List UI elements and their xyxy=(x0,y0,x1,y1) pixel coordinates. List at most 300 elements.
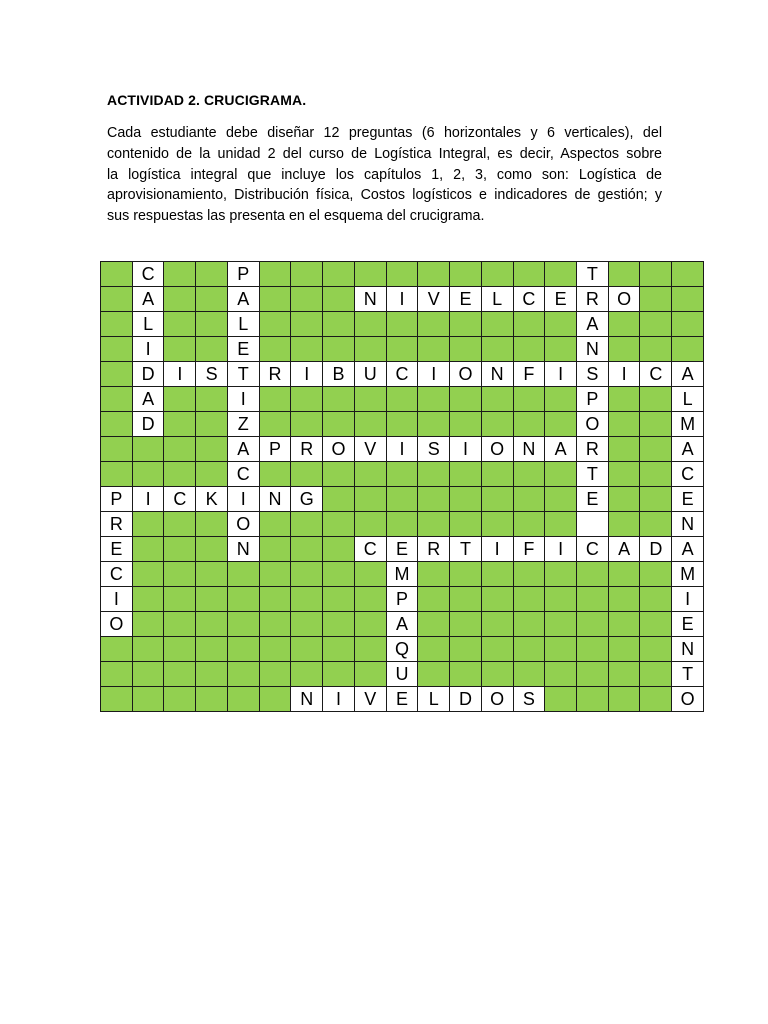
crossword-cell xyxy=(354,587,386,612)
crossword-cell: I xyxy=(608,362,640,387)
crossword-cell xyxy=(164,312,196,337)
crossword-cell xyxy=(608,562,640,587)
crossword-cell xyxy=(323,562,355,587)
crossword-row xyxy=(101,637,704,662)
crossword-cell xyxy=(354,262,386,287)
crossword-cell xyxy=(640,462,672,487)
crossword-cell xyxy=(640,662,672,687)
crossword-cell: C xyxy=(101,562,133,587)
crossword-cell xyxy=(545,562,577,587)
crossword-cell xyxy=(196,387,228,412)
crossword-cell xyxy=(481,262,513,287)
crossword-cell: C xyxy=(354,537,386,562)
crossword-cell xyxy=(101,287,133,312)
crossword-cell xyxy=(481,562,513,587)
crossword-cell xyxy=(291,412,323,437)
crossword-cell: I xyxy=(132,337,164,362)
intro-line: aprovisionamiento, Distribución física, Costos logísticos e indicadores de gestión; y xyxy=(107,187,662,204)
crossword-cell: A xyxy=(227,287,259,312)
crossword-cell xyxy=(323,512,355,537)
crossword-cell xyxy=(227,587,259,612)
crossword-cell xyxy=(640,512,672,537)
crossword-cell xyxy=(259,687,291,712)
crossword-cell xyxy=(196,462,228,487)
crossword-cell xyxy=(291,562,323,587)
crossword-cell: E xyxy=(450,287,482,312)
crossword-cell xyxy=(354,387,386,412)
crossword-cell: L xyxy=(481,287,513,312)
crossword-cell xyxy=(164,262,196,287)
crossword-cell xyxy=(450,487,482,512)
crossword-row xyxy=(101,612,704,637)
crossword-cell: N xyxy=(577,337,609,362)
crossword-cell xyxy=(259,512,291,537)
crossword-cell xyxy=(196,687,228,712)
crossword-cell xyxy=(132,437,164,462)
crossword-cell xyxy=(164,337,196,362)
crossword-row xyxy=(101,537,704,562)
crossword-cell: I xyxy=(291,362,323,387)
crossword-cell xyxy=(132,662,164,687)
crossword-cell xyxy=(259,612,291,637)
crossword-cell xyxy=(227,637,259,662)
crossword-cell xyxy=(513,462,545,487)
crossword-cell xyxy=(164,387,196,412)
crossword-cell: L xyxy=(132,312,164,337)
crossword-cell: N xyxy=(481,362,513,387)
crossword-cell: K xyxy=(196,487,228,512)
crossword-cell xyxy=(196,512,228,537)
crossword-cell: I xyxy=(545,537,577,562)
crossword-cell xyxy=(545,687,577,712)
crossword-cell xyxy=(291,662,323,687)
crossword-cell xyxy=(227,612,259,637)
crossword-cell: C xyxy=(386,362,418,387)
crossword-cell: I xyxy=(323,687,355,712)
crossword-row xyxy=(101,312,704,337)
crossword-cell xyxy=(291,312,323,337)
crossword-cell xyxy=(545,387,577,412)
crossword-cell xyxy=(672,337,704,362)
crossword-cell: F xyxy=(513,537,545,562)
crossword-cell xyxy=(259,387,291,412)
crossword-cell: C xyxy=(577,537,609,562)
crossword-cell: T xyxy=(227,362,259,387)
crossword-cell xyxy=(101,437,133,462)
crossword-cell: O xyxy=(577,412,609,437)
crossword-cell xyxy=(418,412,450,437)
crossword-cell: D xyxy=(640,537,672,562)
crossword-cell: N xyxy=(672,512,704,537)
crossword-cell xyxy=(196,262,228,287)
crossword-cell xyxy=(481,337,513,362)
crossword-cell xyxy=(608,637,640,662)
crossword-cell xyxy=(513,662,545,687)
crossword-cell xyxy=(450,637,482,662)
crossword-cell: E xyxy=(545,287,577,312)
crossword-cell xyxy=(481,612,513,637)
crossword-row xyxy=(101,412,704,437)
crossword-cell: R xyxy=(577,437,609,462)
crossword-cell: I xyxy=(672,587,704,612)
crossword-cell xyxy=(132,512,164,537)
crossword-cell: V xyxy=(354,437,386,462)
crossword-cell xyxy=(291,537,323,562)
crossword-cell xyxy=(164,612,196,637)
crossword-cell: O xyxy=(450,362,482,387)
crossword-cell xyxy=(196,662,228,687)
crossword-cell xyxy=(608,412,640,437)
crossword-cell xyxy=(354,512,386,537)
crossword-cell: O xyxy=(481,437,513,462)
crossword-cell: E xyxy=(386,687,418,712)
crossword-cell xyxy=(323,262,355,287)
crossword-cell xyxy=(481,512,513,537)
crossword-cell: C xyxy=(227,462,259,487)
crossword-cell xyxy=(450,562,482,587)
crossword-cell xyxy=(101,637,133,662)
crossword-cell: I xyxy=(418,362,450,387)
crossword-cell xyxy=(450,387,482,412)
crossword-row xyxy=(101,687,704,712)
crossword-cell xyxy=(481,412,513,437)
crossword-cell: C xyxy=(513,287,545,312)
crossword-cell: A xyxy=(386,612,418,637)
crossword-cell xyxy=(672,262,704,287)
intro-line: Cada estudiante debe diseñar 12 preguntas (6 horizontales y 6 verticales), del xyxy=(107,125,662,141)
crossword-row xyxy=(101,262,704,287)
crossword-cell xyxy=(577,637,609,662)
intro-line: contenido de la unidad 2 del curso de Logística Integral, es decir, Aspectos sobre xyxy=(107,145,662,162)
crossword-cell xyxy=(132,637,164,662)
intro-paragraph xyxy=(107,123,662,227)
crossword-cell: C xyxy=(672,462,704,487)
crossword-cell xyxy=(164,462,196,487)
crossword-cell: D xyxy=(132,412,164,437)
crossword-cell: O xyxy=(481,687,513,712)
crossword-cell xyxy=(259,412,291,437)
crossword-cell xyxy=(545,637,577,662)
crossword-cell: A xyxy=(672,537,704,562)
crossword-row xyxy=(101,287,704,312)
crossword-cell xyxy=(513,562,545,587)
crossword-cell: I xyxy=(450,437,482,462)
crossword-cell xyxy=(196,562,228,587)
crossword-cell: A xyxy=(132,387,164,412)
crossword-cell: I xyxy=(386,287,418,312)
crossword-cell: S xyxy=(418,437,450,462)
page-title: ACTIVIDAD 2. CRUCIGRAMA. xyxy=(107,92,307,108)
crossword-cell xyxy=(196,437,228,462)
crossword-cell xyxy=(418,337,450,362)
crossword-cell xyxy=(196,587,228,612)
crossword-cell xyxy=(640,562,672,587)
crossword-cell xyxy=(481,487,513,512)
crossword-cell xyxy=(291,637,323,662)
crossword-cell xyxy=(101,337,133,362)
crossword-cell xyxy=(386,487,418,512)
crossword-cell: C xyxy=(132,262,164,287)
crossword-cell: V xyxy=(418,287,450,312)
crossword-cell xyxy=(164,662,196,687)
crossword-cell xyxy=(545,337,577,362)
crossword-cell: C xyxy=(640,362,672,387)
crossword-cell: E xyxy=(101,537,133,562)
crossword-cell: R xyxy=(577,287,609,312)
crossword-cell xyxy=(101,312,133,337)
crossword-cell: R xyxy=(259,362,291,387)
crossword-cell: N xyxy=(227,537,259,562)
crossword-cell xyxy=(577,512,609,537)
crossword-cell xyxy=(323,637,355,662)
crossword-cell xyxy=(101,687,133,712)
crossword-cell: R xyxy=(291,437,323,462)
crossword-cell xyxy=(640,412,672,437)
crossword-cell xyxy=(513,337,545,362)
crossword-cell xyxy=(164,687,196,712)
crossword-cell: I xyxy=(386,437,418,462)
crossword-cell xyxy=(608,337,640,362)
crossword-cell xyxy=(259,462,291,487)
crossword-cell xyxy=(577,587,609,612)
crossword-cell xyxy=(513,487,545,512)
crossword-cell xyxy=(545,462,577,487)
intro-line: la logística integral que incluye los capítulos 1, 2, 3, como son: Logística de xyxy=(107,166,662,183)
crossword-cell xyxy=(450,587,482,612)
crossword-cell xyxy=(608,512,640,537)
crossword-cell: N xyxy=(513,437,545,462)
crossword-cell xyxy=(323,537,355,562)
crossword-row xyxy=(101,462,704,487)
crossword-cell xyxy=(481,312,513,337)
crossword-cell xyxy=(323,287,355,312)
crossword-cell xyxy=(386,262,418,287)
crossword-cell xyxy=(101,412,133,437)
crossword-cell: G xyxy=(291,487,323,512)
crossword-row xyxy=(101,512,704,537)
crossword-cell: A xyxy=(672,437,704,462)
crossword-cell xyxy=(418,312,450,337)
crossword-row xyxy=(101,362,704,387)
crossword-cell xyxy=(354,487,386,512)
crossword-cell xyxy=(418,387,450,412)
crossword-cell: U xyxy=(354,362,386,387)
crossword-cell xyxy=(640,587,672,612)
crossword-cell xyxy=(450,612,482,637)
crossword-cell: L xyxy=(227,312,259,337)
crossword-cell xyxy=(323,487,355,512)
crossword-cell xyxy=(132,612,164,637)
crossword-cell: O xyxy=(672,687,704,712)
crossword-cell xyxy=(608,437,640,462)
crossword-cell: M xyxy=(672,562,704,587)
crossword-cell xyxy=(545,312,577,337)
crossword-cell xyxy=(259,662,291,687)
crossword-cell xyxy=(132,537,164,562)
crossword-cell xyxy=(513,587,545,612)
crossword-cell xyxy=(291,337,323,362)
crossword-cell xyxy=(640,437,672,462)
crossword-cell xyxy=(545,612,577,637)
crossword-cell: E xyxy=(386,537,418,562)
crossword-cell xyxy=(608,262,640,287)
crossword-cell xyxy=(640,637,672,662)
crossword-cell: I xyxy=(227,387,259,412)
crossword-cell xyxy=(418,637,450,662)
crossword-cell xyxy=(481,637,513,662)
crossword-cell xyxy=(577,612,609,637)
crossword-cell: S xyxy=(196,362,228,387)
crossword-cell xyxy=(608,387,640,412)
crossword-cell xyxy=(640,687,672,712)
crossword-cell: I xyxy=(164,362,196,387)
crossword-cell: M xyxy=(386,562,418,587)
crossword-cell xyxy=(259,637,291,662)
crossword-cell xyxy=(418,487,450,512)
crossword-cell xyxy=(323,662,355,687)
crossword-cell xyxy=(323,412,355,437)
crossword-cell xyxy=(291,387,323,412)
crossword-cell: P xyxy=(227,262,259,287)
crossword-cell: A xyxy=(227,437,259,462)
crossword-cell: B xyxy=(323,362,355,387)
crossword-cell: P xyxy=(259,437,291,462)
crossword-cell: U xyxy=(386,662,418,687)
crossword-cell xyxy=(450,262,482,287)
crossword-cell: D xyxy=(450,687,482,712)
crossword-cell: N xyxy=(291,687,323,712)
crossword-cell xyxy=(101,387,133,412)
crossword-cell xyxy=(640,612,672,637)
crossword-row xyxy=(101,562,704,587)
crossword-cell xyxy=(354,412,386,437)
crossword-cell xyxy=(196,612,228,637)
crossword-cell xyxy=(196,287,228,312)
crossword-cell xyxy=(196,412,228,437)
crossword-cell xyxy=(291,462,323,487)
crossword-cell: O xyxy=(608,287,640,312)
crossword-cell: E xyxy=(672,612,704,637)
crossword-cell xyxy=(481,462,513,487)
crossword-cell xyxy=(227,562,259,587)
crossword-cell xyxy=(323,462,355,487)
crossword-cell: E xyxy=(672,487,704,512)
crossword-cell: N xyxy=(672,637,704,662)
crossword-cell xyxy=(259,262,291,287)
crossword-cell: Z xyxy=(227,412,259,437)
crossword-cell xyxy=(640,487,672,512)
crossword-cell xyxy=(418,262,450,287)
crossword-cell: P xyxy=(386,587,418,612)
crossword-cell xyxy=(259,562,291,587)
crossword-cell: N xyxy=(259,487,291,512)
crossword-cell xyxy=(354,637,386,662)
crossword-cell xyxy=(450,662,482,687)
crossword-cell xyxy=(386,462,418,487)
crossword-cell xyxy=(672,312,704,337)
crossword-cell xyxy=(164,437,196,462)
crossword-cell xyxy=(608,487,640,512)
crossword-cell xyxy=(386,312,418,337)
crossword-cell xyxy=(577,662,609,687)
crossword-cell xyxy=(259,312,291,337)
crossword-cell xyxy=(354,662,386,687)
crossword-row xyxy=(101,487,704,512)
crossword-cell xyxy=(418,662,450,687)
crossword-cell xyxy=(227,687,259,712)
crossword-cell: R xyxy=(101,512,133,537)
crossword-cell xyxy=(640,337,672,362)
crossword-cell xyxy=(196,337,228,362)
crossword-cell xyxy=(608,662,640,687)
crossword-cell xyxy=(577,687,609,712)
crossword-cell xyxy=(196,637,228,662)
crossword-cell xyxy=(450,512,482,537)
crossword-cell xyxy=(323,337,355,362)
crossword-cell xyxy=(164,512,196,537)
crossword-cell xyxy=(450,462,482,487)
crossword-cell xyxy=(577,562,609,587)
crossword-cell xyxy=(481,662,513,687)
crossword-cell xyxy=(291,587,323,612)
crossword-cell xyxy=(418,512,450,537)
crossword-cell xyxy=(354,337,386,362)
crossword-cell xyxy=(545,512,577,537)
crossword-cell xyxy=(354,312,386,337)
crossword-cell xyxy=(259,287,291,312)
crossword-cell xyxy=(386,337,418,362)
crossword-cell: I xyxy=(545,362,577,387)
crossword-cell xyxy=(672,287,704,312)
crossword-cell: M xyxy=(672,412,704,437)
crossword-cell xyxy=(291,612,323,637)
crossword-cell xyxy=(481,387,513,412)
crossword-cell: A xyxy=(608,537,640,562)
intro-line: sus respuestas las presenta en el esquema del crucigrama. xyxy=(107,208,485,225)
crossword-cell: N xyxy=(354,287,386,312)
crossword-cell xyxy=(418,612,450,637)
crossword-cell xyxy=(386,387,418,412)
crossword-cell xyxy=(418,462,450,487)
crossword-cell: R xyxy=(418,537,450,562)
crossword-cell: A xyxy=(672,362,704,387)
crossword-cell xyxy=(291,262,323,287)
crossword-row xyxy=(101,337,704,362)
crossword-cell xyxy=(386,412,418,437)
crossword-cell xyxy=(354,612,386,637)
crossword-cell: T xyxy=(577,462,609,487)
crossword-cell: F xyxy=(513,362,545,387)
crossword-cell xyxy=(513,612,545,637)
crossword-cell xyxy=(323,312,355,337)
crossword-cell xyxy=(101,662,133,687)
crossword-cell xyxy=(418,562,450,587)
crossword-cell xyxy=(608,312,640,337)
crossword-cell xyxy=(450,312,482,337)
crossword-cell: O xyxy=(227,512,259,537)
crossword-cell xyxy=(291,512,323,537)
crossword-cell xyxy=(450,412,482,437)
crossword-cell xyxy=(354,562,386,587)
crossword-cell xyxy=(196,537,228,562)
crossword-cell xyxy=(640,262,672,287)
crossword-cell xyxy=(450,337,482,362)
crossword-cell: I xyxy=(227,487,259,512)
crossword-cell xyxy=(513,387,545,412)
crossword-cell xyxy=(323,587,355,612)
crossword-cell xyxy=(354,462,386,487)
crossword-cell xyxy=(608,587,640,612)
